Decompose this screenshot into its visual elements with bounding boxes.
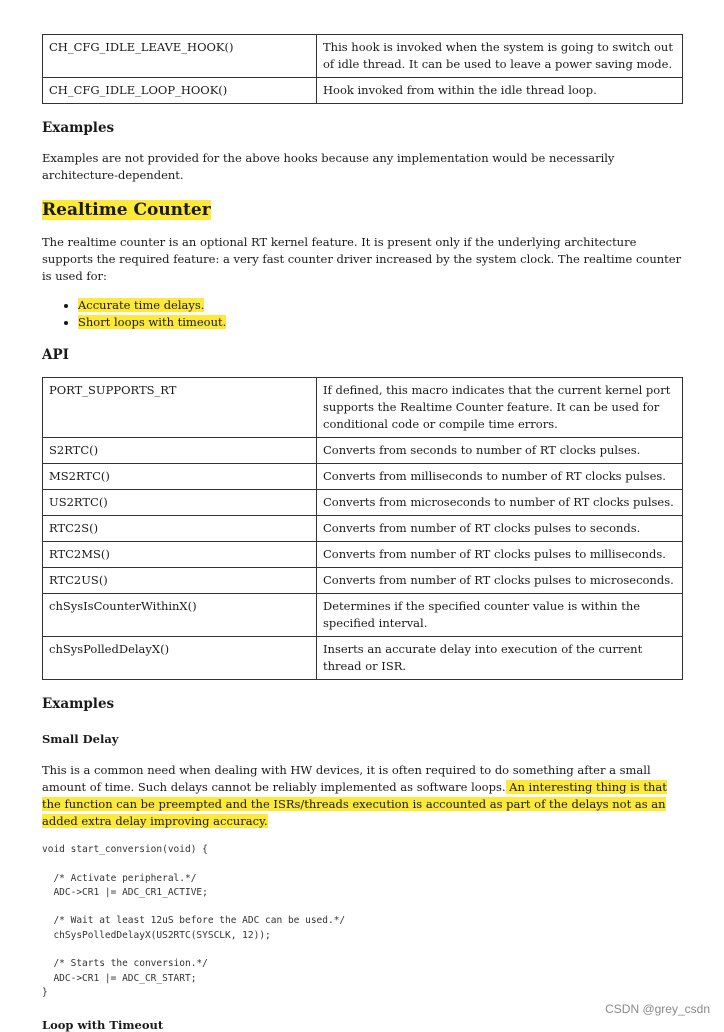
table-row bbox=[43, 490, 683, 516]
api-description: Converts from microseconds to number of RT clocks pulses. bbox=[317, 490, 683, 516]
hook-name: CH_CFG_IDLE_LEAVE_HOOK() bbox=[43, 35, 317, 78]
api-name: RTC2MS() bbox=[43, 542, 317, 568]
api-name: MS2RTC() bbox=[43, 464, 317, 490]
api-name: RTC2S() bbox=[43, 516, 317, 542]
table-row bbox=[43, 568, 683, 594]
examples-paragraph: Examples are not provided for the above hooks because any implementation would be necessarily architecture-dependent. bbox=[42, 151, 615, 182]
table-row bbox=[43, 637, 683, 680]
table-row bbox=[43, 78, 683, 104]
api-heading: API bbox=[42, 347, 69, 363]
api-name: chSysPolledDelayX() bbox=[43, 637, 317, 680]
table-row bbox=[43, 35, 683, 78]
examples-heading: Examples bbox=[42, 120, 115, 136]
hook-description: Hook invoked from within the idle thread loop. bbox=[317, 78, 683, 104]
watermark: CSDN @grey_csdn bbox=[605, 1002, 710, 1016]
realtime-counter-heading: Realtime Counter bbox=[42, 200, 211, 220]
small-delay-highlight: An interesting thing is that the function can be preempted and the ISRs/threads execution is accounted as part of the delays not as an added extra delay improving accuracy. bbox=[42, 780, 667, 828]
api-name: S2RTC() bbox=[43, 438, 317, 464]
table-row bbox=[43, 594, 683, 637]
api-description: Inserts an accurate delay into execution of the current thread or ISR. bbox=[317, 637, 683, 680]
api-description: Determines if the specified counter value is within the specified interval. bbox=[317, 594, 683, 637]
document-page bbox=[42, 34, 683, 1032]
table-row bbox=[43, 378, 683, 438]
loop-with-timeout-heading: Loop with Timeout bbox=[42, 1018, 164, 1032]
small-delay-heading: Small Delay bbox=[42, 732, 119, 746]
api-name: US2RTC() bbox=[43, 490, 317, 516]
api-description: Converts from number of RT clocks pulses to seconds. bbox=[317, 516, 683, 542]
table-row bbox=[43, 438, 683, 464]
api-description: If defined, this macro indicates that the current kernel port supports the Realtime Counter feature. It can be used for conditional code or compile time errors. bbox=[317, 378, 683, 438]
table-row bbox=[43, 464, 683, 490]
small-delay-paragraph bbox=[42, 762, 683, 830]
api-description: Converts from number of RT clocks pulses to microseconds. bbox=[317, 568, 683, 594]
api-description: Converts from number of RT clocks pulses to milliseconds. bbox=[317, 542, 683, 568]
uses-list bbox=[42, 297, 683, 331]
api-description: Converts from seconds to number of RT clocks pulses. bbox=[317, 438, 683, 464]
table-row bbox=[43, 542, 683, 568]
hook-description: This hook is invoked when the system is going to switch out of idle thread. It can be used to leave a power saving mode. bbox=[317, 35, 683, 78]
api-name: RTC2US() bbox=[43, 568, 317, 594]
list-item: • Short loops with timeout. bbox=[78, 314, 683, 331]
api-name: chSysIsCounterWithinX() bbox=[43, 594, 317, 637]
hooks-table bbox=[42, 34, 683, 104]
list-item: • Accurate time delays. bbox=[78, 297, 683, 314]
hook-name: CH_CFG_IDLE_LOOP_HOOK() bbox=[43, 78, 317, 104]
code-block: void start_conversion(void) { /* Activate peripheral.*/ ADC->CR1 |= ADC_CR1_ACTIVE; /* Wait at least 12uS before the ADC can be used.*/ chSysPolledDelayX(US2RTC(SYSCLK, 12)); /* Starts the conversion.*/ ADC->CR1 |= ADC_CR_START; } bbox=[42, 844, 346, 998]
api-description: Converts from milliseconds to number of RT clocks pulses. bbox=[317, 464, 683, 490]
api-table bbox=[42, 377, 683, 680]
examples-heading: Examples bbox=[42, 696, 115, 712]
table-row bbox=[43, 516, 683, 542]
api-name: PORT_SUPPORTS_RT bbox=[43, 378, 317, 438]
small-delay-text: This is a common need when dealing with HW devices, it is often required to do something after a small amount of time. Such delays cannot be reliably implemented as software loops. bbox=[42, 763, 651, 794]
realtime-intro-paragraph: The realtime counter is an optional RT kernel feature. It is present only if the underlying architecture supports the required feature: a very fast counter driver increased by the system clock. The realtime counter is used for: bbox=[42, 235, 682, 283]
